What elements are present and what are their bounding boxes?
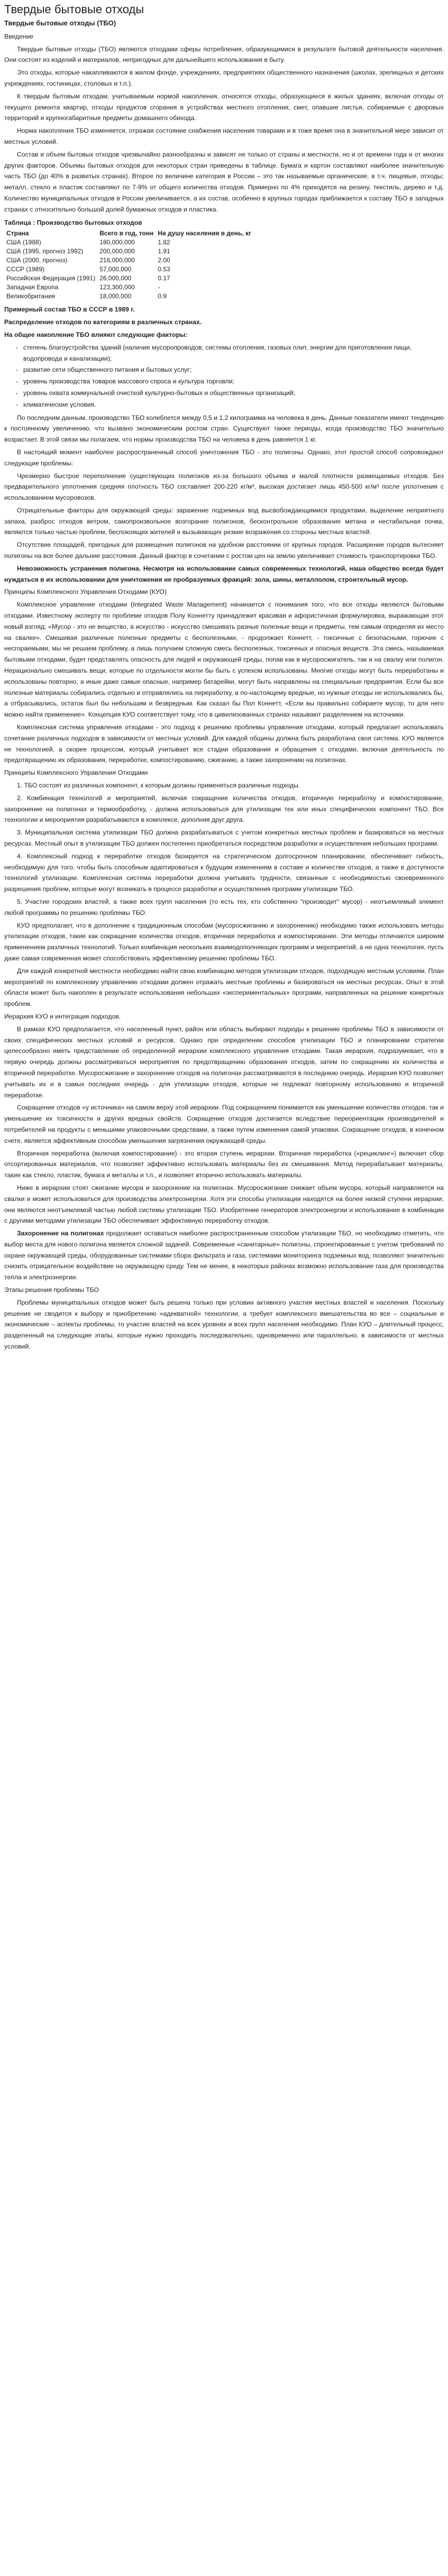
kuo-heading: Принципы Комплексного Управления Отходами (КУО) — [4, 588, 167, 596]
table-cell: 123,300,000 — [99, 283, 135, 291]
principle-item: 3. Муниципальная система утилизации ТБО должна разрабатываться с учетом конкретных местных проблем и базироваться на местных ресурсах. Местный опыт в утилизации ТБО должен постепенно приобретаться посредством разработки и осуществления небольших программ. — [4, 829, 444, 847]
landfill-heading: Захоронение на полигонах — [17, 1230, 104, 1237]
table-cell: 216,000,000 — [99, 256, 135, 264]
table-cell: Российская Федерация (1991) — [6, 274, 96, 282]
hierarchy-paragraph: Сокращение отходов «у источника» на самом верху этой иерархии. Под сокращением понимается как уменьшение количества отходов, так и уменьшение их токсичности и других вредных свойств. Сокращение отходов достигается вследствие переориентации производителей и потребителей на продукты с меньшими упаковочными средствами, а также путем изменения самой упаковки. Сокращение отходов, в конечном счете, является эффективным способом уменьшения загрязнения окружающей среды. — [4, 1104, 444, 1144]
stages-heading: Этапы решения проблемы ТБО — [4, 1286, 99, 1294]
landfill-text: продолжает оставаться наиболее распространенным способом утилизации ТБО, но необходимо отметить, что выбор места для нового полигона является сложной задачей. Современные «санитарные» полигоны, спроектированные с учетом требований по охране окружающей среды, оборудованные системами сбора фильтрата и газа, системами мониторинга подземных вод, позволяют значительно снизить отрицательное воздействие на окружающую среду. Тем не менее, в некоторых районах возможно использование газа для производства тепла и электроэнергии. — [4, 1230, 444, 1281]
table-row — [4, 292, 253, 301]
table-title: Таблица : Производство бытовых отходов — [4, 218, 142, 226]
table-header-cell: Всего в год, тонн — [99, 230, 154, 237]
table-row — [4, 265, 253, 274]
table-row — [4, 274, 253, 283]
hierarchy-heading: Иерархия КУО и интеграция подходов. — [4, 1012, 121, 1020]
table-cell: 0.9 — [158, 292, 167, 300]
stages-paragraph: Проблемы муниципальных отходов может быть решена только при условии активного участия местных властей и населения. Поскольку решение не сводится к выбору и приобретению «адекватной» технологии, а требует комплексного вмешательства во все – социальные и экономические – аспекты проблемы, то участие властей на всех уровнях и всех групп населения необходимо. План КУО – длительный процесс, разделенный на следующие этапы, которые нужно проходить последовательно, одновременно или параллельно, в зависимости от местных условий. — [4, 1298, 444, 1351]
intro-paragraph: К твердым бытовым отходам, учитываемым нормой накопления, относятся отходы, образующиеся в жилых зданиях, включая отходы от текущего ремонта квартир, отходы продуктов сгорания в устройствах местного отопления, смет, опавшие листья, собираемые с дворовых территорий и крупногабаритные предметы домашнего обихода. — [4, 92, 444, 122]
hierarchy-paragraph: Ниже в иерархии стоят сжигание мусора и захоронение на полигонах. Мусоросжигание снижает объем мусора, который направляется на свалки и может использоваться для производства электроэнергии. Хотя эти способы утилизации находятся на более низкой ступени иерархии, они являются неотъемлемой частью любой системы утилизации ТБО. Изобретение генераторов электроэнергии и использование в комбинации с другими методами утилизации ТБО обеспечивает эффективную переработку отходов. — [4, 1184, 444, 1225]
kuo-paragraph: КУО предполагает, что в дополнение к традиционным способам (мусоросжиганию и захоронению) необходимо также использовать методы утилизации отходов, такие как сокращение количества отходов, вторичная переработка и компостирование. Эти методы отличаются широким применением различных технологий. Только комбинация нескольких взаимодополняющих программ и мероприятий, а не одна технология, пусть даже самая современная может способствовать эффективному решению проблемы ТБО. — [4, 921, 444, 962]
table-cell: 180,000,000 — [99, 239, 135, 246]
list-item: - уровень охвата коммунальной очисткой культурно-бытовых и общественных организаций; — [23, 388, 444, 399]
list-item: - климатические условия. — [23, 399, 444, 410]
table-cell: 57,000,000 — [99, 265, 132, 273]
problem-paragraph: Отсутствие площадей, пригодных для размещения полигонов на удобном расстоянии от крупных городов. Расширение городов вытесняет полигоны на все более дальние расстояния. Данный фактор в сочетании с ростом цен на землю увеличивает стоимость транспортировки ТБО. — [4, 541, 444, 560]
table-header-row — [4, 229, 253, 238]
intro-paragraph: Норма накопления ТБО изменяется, отражая состояние снабжения населения товарами и в тоже время она в значительной мере зависит от местных условий. — [4, 127, 444, 145]
table-cell: 1.91 — [158, 247, 170, 255]
kuo-paragraph: Комплексная система управления отходами - это подход к решению проблемы управления отходами, который предлагает использовать сочетание различных подходов в зависимости от местных условий. Для каждой общины должна быть разработана своя система. КУО является не технологией, а скорее процессом, который учитывает все стадии образования и обращения с отходами, включая деятельность по предотвращению их образования, переработке, компостированию, сжиганию, а также захоронению на полигонах. — [4, 723, 444, 764]
factors-heading: На общее накопление ТБО влияют следующие факторы: — [4, 331, 188, 338]
table-cell: 18,000,000 — [99, 292, 132, 300]
table-cell: США (2000, прогноз) — [6, 256, 68, 264]
list-item: - развитие сети общественного питания и бытовых услуг; — [23, 364, 444, 375]
document-subtitle: Твердые бытовые отходы (ТБО) — [4, 19, 116, 27]
table-cell: 2.00 — [158, 256, 170, 264]
factors-list — [4, 342, 444, 410]
principle-item: 5. Участие городских властей, а также всех групп населения (то есть тех, кто собственно "производит" мусор) - неотъемлемый элемент любой программы по решению проблемы ТБО. — [4, 897, 444, 916]
principles-heading: Принципы Комплексного Управления Отходами — [4, 769, 148, 777]
table-cell: СССР (1989) — [6, 265, 45, 273]
table-row — [4, 283, 253, 292]
bold-paragraph: Невозможность устранения полигона. Несмотря на использование самых современных технологий, наша общество всегда будет нуждаться в их использовании для уничтожения не пробразуемых фракций: зола, шины, металлолом, строительный мусор. — [4, 564, 444, 583]
table-cell: 0.17 — [158, 274, 170, 282]
page-title: Твердые бытовые отходы — [4, 3, 144, 16]
intro-paragraph: Это отходы, которые накапливаются в жилом фонде, учреждениях, предприятиях общественного назначения (школах, зрелищных и детских учреждениях, гостиницах, столовых и т.п.). — [4, 69, 444, 87]
kuo-paragraph: Для каждой конкретной местности необходимо найти свою комбинацию методов утилизации отходов, подходящую местным условиям. План мероприятий по комплексному управлению отходами должен отражать местные проблемы и базироваться на местных ресурсах. Опыт в этой области может быть накоплен в результате использования небольших «экспериментальных» программ, направленных на решение конкретных проблем. — [4, 967, 444, 1008]
table-cell: США (1988) — [6, 239, 41, 246]
body-paragraph: По последним данным, производство ТБО колеблется между 0,5 и 1,2 килограмма на человека в день. Данные показатели имеют тенденцию к постоянному увеличению, что вызвано экономическим ростом стран. Существуют также периоды, когда производство ТБО значительно возрастает. В этой связи мы полагаем, что нормы производства ТБО на человека в день равняется 1 кг. — [4, 414, 444, 444]
distribution-heading: Распределение отходов по категориям в различных странах. — [4, 318, 202, 326]
list-item: - степень благоустройства зданий (наличие мусоропроводов, системы отопления, газовых плит, энергии для приготовления пищи, водопровода и канализации); — [23, 342, 444, 364]
kuo-paragraph: Комплексное управление отходами (Integrated Waste Management) начинается с понимания того, что все отходы являются бытовыми отходами. Известному эксперту по проблеме отходов Полу Коннетту принадлежит красивая и афористичная формулировка, выражающая этот новый взгляд: «Мусор - это не вещество, а искусство - искусство смешивать разные полезные вещи и предметы, тем самым определяя их место на свалке». Смешивая различные полезные предметы с бесполезными, - продолжает Коннетт, - токсичные с безопасными, горючие с несгораемыми, мы не решаем проблему, а лишь получаем сложную смесь бесполезных, токсичных и опасных веществ. Эта смесь, называемая бытовыми отходами, будет представлять опасность для людей и окружающей среды, попав как в мусоросжигатель, так и на свалку или полигон. Нерационально смешивать вещи, которые по отдельности могли бы быть с успехом использованы. Многие отходы могут быть переработаны и использованы повторно, а иные даже самые опасные, например батарейки, могут быть направлены на специальные предприятия. Если бы все полезные материалы собирались отдельно и отправлялись на переработку, а по-настоящему вредные, но нужные отходы не использовались бы, а отбрасывались, остаток был бы небольшим и безвредным. Как сказал бы Пол Коннетт, «Если вы правильно собираете мусор, то для него можно найти применение». Концепция КУО соответствует тому, что в цивилизованных странах называют разделением на источники. — [4, 601, 444, 719]
table-note: Примерный состав ТБО в СССР в 1989 г. — [4, 306, 135, 314]
problem-paragraph: Чрезмерно быстрое переполнение существующих полигонов из-за большого объема и малой плотности размещаемых отходов. Без предварительного уплотнения средняя плотность ТБО составляет 200-220 кг/м³, высокая достигает лишь 450-500 кг/м³ после уплотнения с использованием мусоровозов. — [4, 472, 444, 502]
table-cell: Великобритания — [6, 292, 56, 300]
intro-heading: Введение — [4, 32, 34, 40]
problem-paragraph: Отрицательные факторы для окружающей среды: заражение подземных вод высвобождающимися продуктами, выделение неприятного запаха, разброс отходов ветром, самопроизвольное возгорание полигонов, бесконтрольное образование метана и нестабильная почва, являются только частью проблем, беспокоящих жителей и вызывающих резкие возражения со стороны местных властей. — [4, 506, 444, 536]
table-cell: США (1995, прогноз 1992) — [6, 247, 84, 255]
table-row — [4, 256, 253, 265]
table-cell: - — [158, 283, 160, 291]
table-cell: 200,000,000 — [99, 247, 135, 255]
list-item: - уровень производства товаров массового спроса и культура торговли; — [23, 376, 444, 387]
table-header-cell: Страна — [6, 230, 29, 237]
table-header-cell: На душу населения в день, кг — [158, 230, 252, 237]
production-table — [4, 229, 253, 301]
principle-item: 4. Комплексный подход к переработке отходов базируется на стратегическом долгосрочном планировании, обеспечивает гибкость, необходимую для того, чтобы быть способным адаптироваться к будущим изменениям в составе и количестве отходов, а также в доступности технологий утилизации. Комплексная система переработки должна учитывать трудности, связанные с необходимостью своевременного разрешения проблем, которые могут возникать в процессе разработки и осуществления программ утилизации ТБО. — [4, 852, 444, 893]
table-cell: 26,000,000 — [99, 274, 132, 282]
body-paragraph: В настоящий момент наиболее распространенный способ уничтожения ТБО - это полигоны. Однако, этот простой способ сопровождают следующие проблемы: — [4, 448, 444, 467]
hierarchy-paragraph: В рамках КУО предполагается, что населенный пункт, район или область выбирают подходы к решению проблемы ТБО в зависимости от своих специфических местных условий и ресурсов. Однако при определении способов утилизации ТБО и планировании стратегии целесообразно иметь представление об определенной иерархии комплексного управления отходами. Такая иерархия, подразумевает, что в первую очередь должны рассматриваться мероприятия по предотвращению образования отходов, затем по сокращению их количества и вторичной переработке. Мусоросжигание и захоронение отходов на полигонах рассматриваются в последнюю очередь. Иерархия КУО позволяет учитывать их и в самых последних очередь - для утилизации отходов, которые не подлежат повторному использованию и вторичной переработке. — [4, 1025, 444, 1099]
table-cell: 1.82 — [158, 239, 170, 246]
table-row — [4, 247, 253, 256]
table-cell: Западная Европа — [6, 283, 59, 291]
principle-item: 1. ТБО состоят из различных компонент, к которым должны применяться различные подходы. — [17, 782, 300, 790]
table-row — [4, 238, 253, 247]
intro-paragraph: Состав и объем бытовых отходов чрезвычайно разнообразны и зависят не только от страны и местности, но и от времени года и от многих других факторов. Объемы бытовых отходов для некоторых стран приведены в таблице. Бумага и картон составляют наиболее значительную часть ТБО (до 40% в развитых странах). Второе по величине категория в России – это так называемые органические, в т.ч. пищевые, отходы; металл, стекло и пластик составляют по 7-9% от общего количества отходов. Примерно по 4% приходятся на резину, текстиль, дерево и т.д. Количество муниципальных отходов в России увеличивается, а их состав, особенно в крупных городах приближается к составу ТБО в западных странах с относительно большой долей бумажных отходов и пластика. — [4, 150, 444, 213]
intro-paragraph: Твердые бытовые отходы (ТБО) являются отходами сферы потребления, образующимися в результате бытовой деятельности населения. Они состоят из изделий и материалов, непригодных для дальнейшего использования в быту. — [4, 45, 444, 64]
table-cell: 0.53 — [158, 265, 170, 273]
landfill-paragraph — [4, 1228, 444, 1283]
principle-item: 2. Комбинация технологий и мероприятий, включая сокращение количества отходов, вторичную переработку и компостирование, захоронение на полигонах и термообработку, - должна использоваться для утилизации тех или иных специфических компонент ТБО. Все технологии и мероприятия разрабатываются в комплексе, дополняя друг друга. — [4, 794, 444, 824]
hierarchy-paragraph: Вторичная переработка (включая компостирование) - это вторая ступень иерархии. Вторичная переработка («рециклинг») включает сбор отсортированных материалов, что позволяет эффективно использовать материалы без их смешивания. Метод перерабатывает материалы, такие как стекло, пластик, бумага и металлы и т.п., и позволяет вторично использовать материалы. — [4, 1149, 444, 1179]
